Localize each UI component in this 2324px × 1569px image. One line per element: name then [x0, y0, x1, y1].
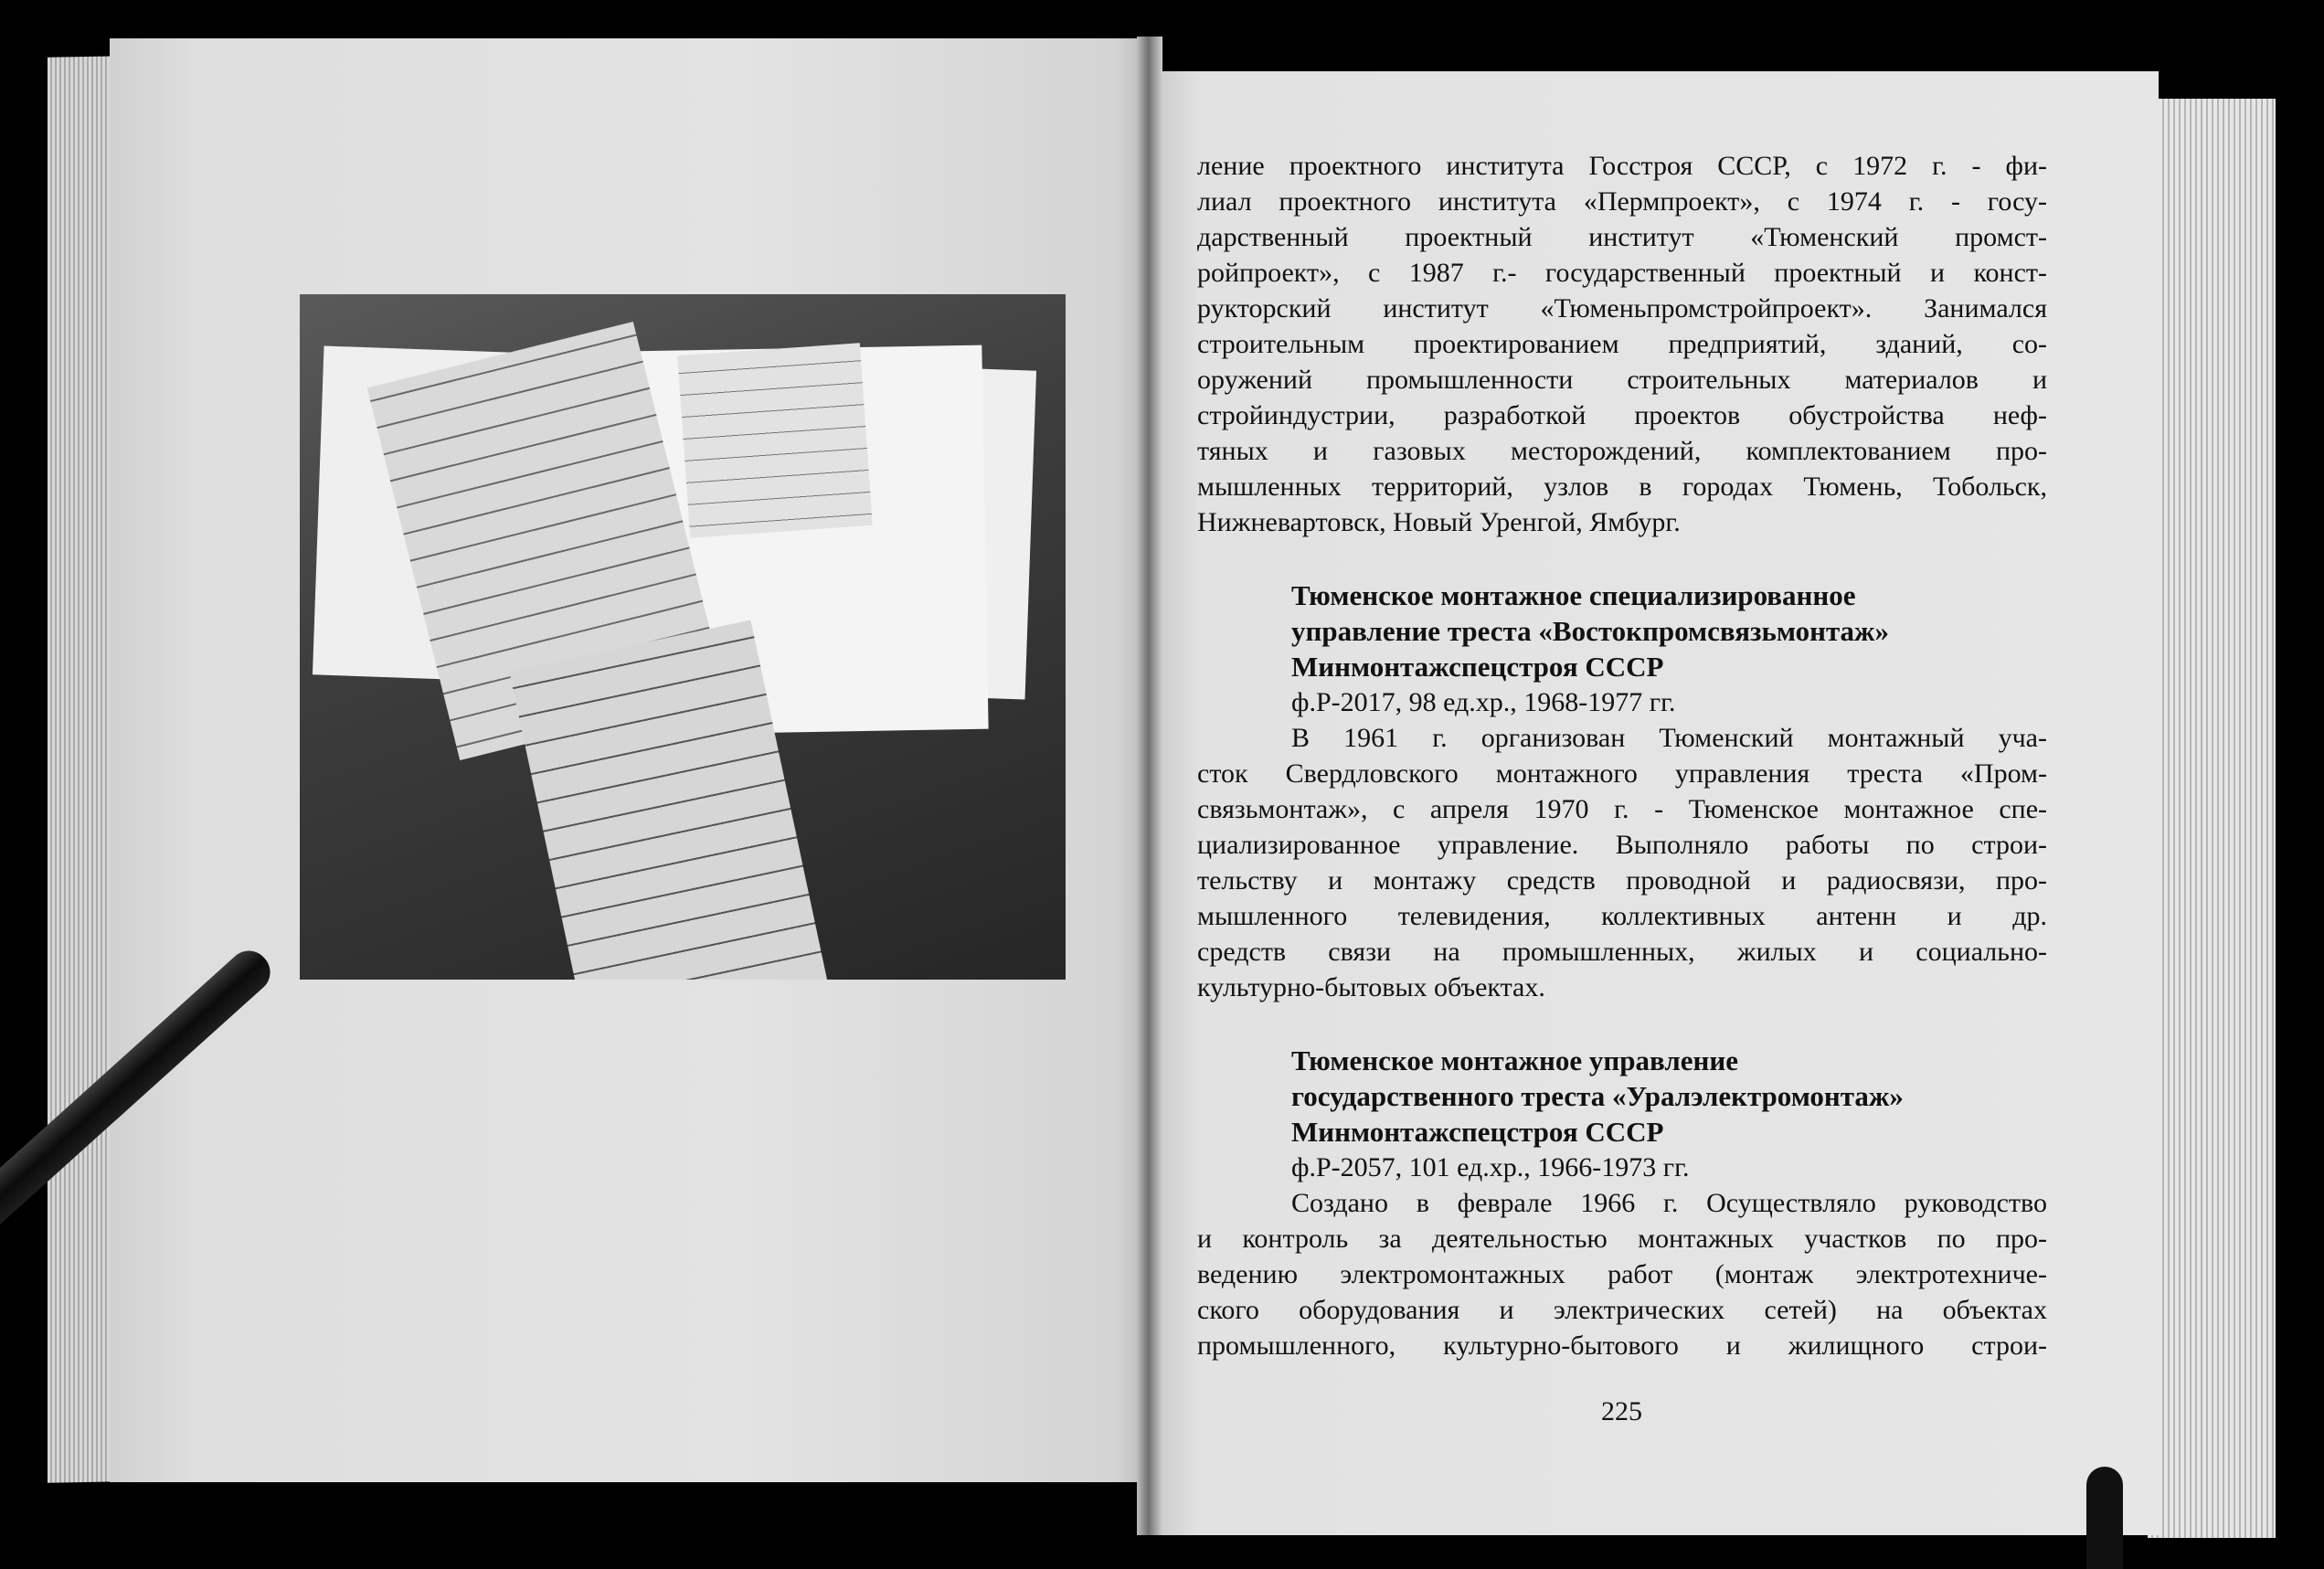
text-line: мышленных территорий, узлов в городах Тюмень, Тобольск, [1197, 472, 2047, 502]
fund-reference: ф.Р-2057, 101 ед.хр., 1966-1973 гг. [1291, 1152, 1690, 1182]
text-line: В 1961 г. организован Тюменский монтажный уча- [1291, 723, 2047, 753]
entry-heading-line: Тюменское монтажное специализированное [1291, 579, 1856, 611]
text-line: средств связи на промышленных, жилых и социально- [1197, 937, 2047, 967]
text-line: ройпроект», с 1987 г.- государственный проектный и конст- [1197, 258, 2047, 288]
text-line: тяных и газовых месторождений, комплектованием про- [1197, 436, 2047, 466]
entry-heading-line: Минмонтажспецстроя СССР [1291, 651, 1664, 683]
text-line: ление проектного института Госстроя СССР, с 1972 г. - фи- [1197, 151, 2047, 181]
text-line: культурно-бытовых объектах. [1197, 972, 1545, 1002]
text-line: лиал проектного института «Пермпроект», с 1974 г. - госу- [1197, 186, 2047, 217]
entry-heading-line: государственного треста «Уралэлектромонтаж» [1291, 1080, 1904, 1112]
text-line: связьмонтаж», с апреля 1970 г. - Тюменское монтажное спе- [1197, 794, 2047, 824]
entry-body [1197, 720, 2047, 1005]
archival-documents-photo [300, 294, 1066, 980]
entry-heading-line: Тюменское монтажное управление [1291, 1044, 1738, 1076]
bookmark-ribbon [2086, 1467, 2123, 1569]
text-line: оружений промышленности строительных материалов и [1197, 365, 2047, 395]
page-number: 225 [1601, 1396, 1642, 1426]
entry-body [1197, 1185, 2047, 1363]
text-line: Создано в феврале 1966 г. Осуществляло руководство [1291, 1188, 2047, 1218]
text-line: стройиндустрии, разработкой проектов обустройства неф- [1197, 400, 2047, 430]
photo-manuscript-back [677, 343, 872, 537]
text-line: дарственный проектный институт «Тюменский промст- [1197, 222, 2047, 252]
text-line: ведению электромонтажных работ (монтаж электротехниче- [1197, 1259, 2047, 1289]
text-line: промышленного, культурно-бытового и жилищного строи- [1197, 1330, 2047, 1361]
text-line: циализированное управление. Выполняло работы по строи- [1197, 830, 2047, 860]
text-line: сток Свердловского монтажного управления треста «Пром- [1197, 758, 2047, 789]
fund-reference: ф.Р-2017, 98 ед.хр., 1968-1977 гг. [1291, 687, 1676, 717]
entry-heading-line: Минмонтажспецстроя СССР [1291, 1116, 1664, 1148]
text-line: ского оборудования и электрических сетей) на объектах [1197, 1295, 2047, 1325]
text-line: рукторский институт «Тюменьпромстройпроект». Занимался [1197, 293, 2047, 323]
right-page-text [1197, 148, 2047, 1363]
text-line: строительным проектированием предприятий, зданий, со- [1197, 329, 2047, 359]
text-line: и контроль за деятельностью монтажных участков по про- [1197, 1224, 2047, 1254]
text-line: Нижневартовск, Новый Уренгой, Ямбург. [1197, 507, 1681, 537]
text-line: мышленного телевидения, коллективных антенн и др. [1197, 901, 2047, 931]
text-line: тельству и монтажу средств проводной и радиосвязи, про- [1197, 865, 2047, 896]
entry-uralelektromontazh [1197, 1043, 2047, 1363]
entry-heading-line: управление треста «Востокпромсвязьмонтаж» [1291, 615, 1890, 647]
intro-paragraph [1197, 148, 2047, 540]
right-page-edges [2148, 99, 2276, 1538]
entry-vostokpromsvyazmontazh [1197, 578, 2047, 1005]
book-gutter [1137, 37, 1162, 1535]
